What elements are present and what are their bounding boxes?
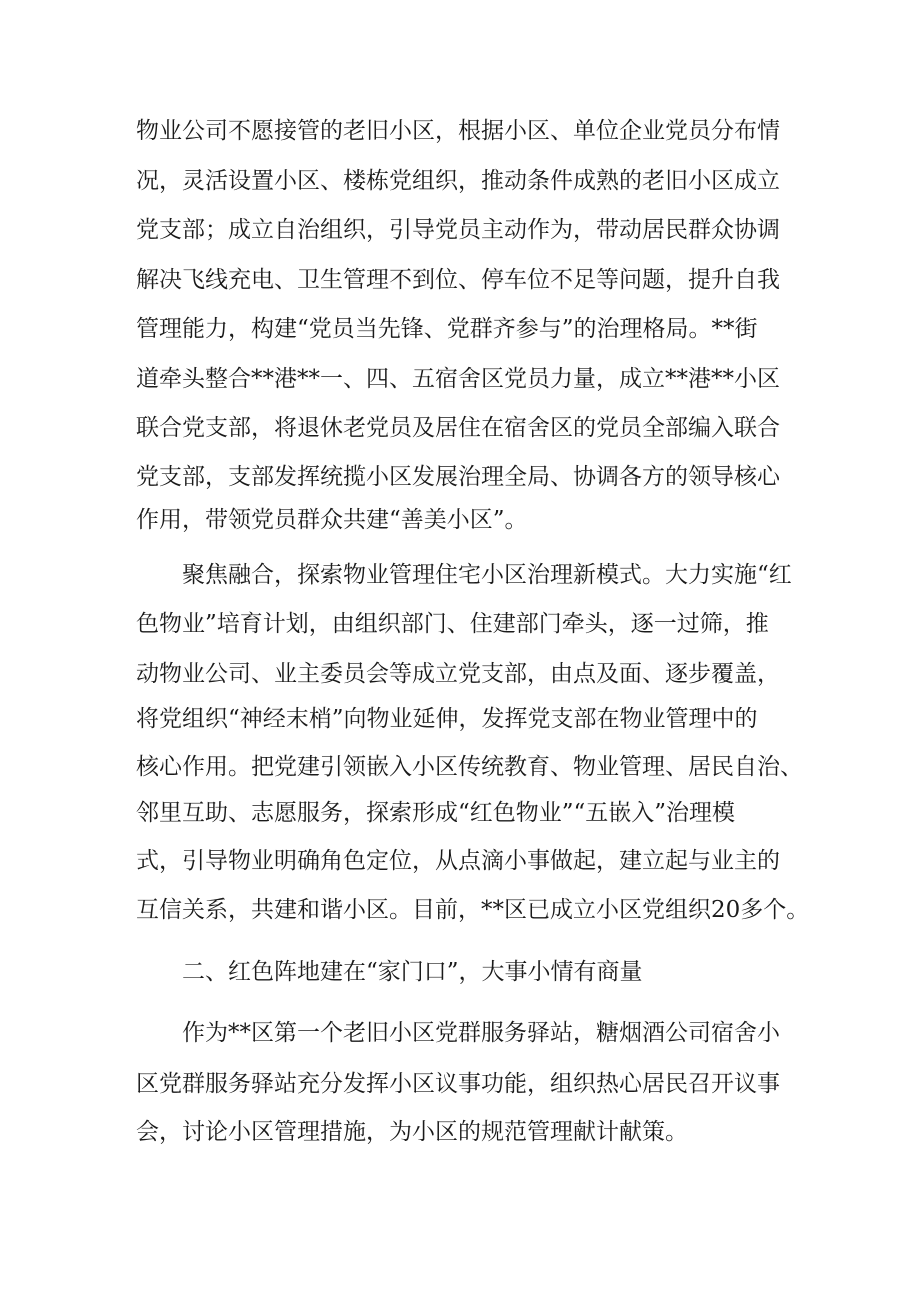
- paragraph-2-line-4: 将党组织“神经末梢”向物业延伸，发挥党支部在物业管理中的: [136, 706, 758, 732]
- paragraph-1-line-4: 解决飞线充电、卫生管理不到位、停车位不足等问题，提升自我: [136, 267, 780, 293]
- section-heading: 二、红色阵地建在“家门口”，大事小情有商量: [182, 959, 643, 985]
- paragraph-1-line-1: 物业公司不愿接管的老旧小区，根据小区、单位企业党员分布情: [136, 118, 780, 144]
- paragraph-1-line-6: 道牵头整合**港**一、四、五宿舍区党员力量，成立**港**小区: [136, 366, 780, 392]
- paragraph-3-line-1: 作为**区第一个老旧小区党群服务驿站，糖烟酒公司宿舍小: [182, 1020, 780, 1046]
- paragraph-1-line-8: 党支部，支部发挥统揽小区发展治理全局、协调各方的领导核心: [136, 464, 780, 490]
- paragraph-2-line-3: 动物业公司、业主委员会等成立党支部，由点及面、逐步覆盖，: [136, 661, 780, 687]
- paragraph-2-line-7: 式，引导物业明确角色定位，从点滴小事做起，建立起与业主的: [136, 848, 780, 874]
- paragraph-2-line-1: 聚焦融合，探索物业管理住宅小区治理新模式。大力实施“红: [182, 562, 792, 588]
- paragraph-2-line-6: 邻里互助、志愿服务，探索形成“红色物业”“五嵌入”治理模: [136, 800, 736, 826]
- paragraph-3-line-2: 区党群服务驿站充分发挥小区议事功能，组织热心居民召开议事: [136, 1071, 780, 1097]
- paragraph-2-line-5: 核心作用。把党建引领嵌入小区传统教育、物业管理、居民自治、: [136, 754, 803, 780]
- paragraph-1-line-9: 作用，带领党员群众共建“善美小区”。: [136, 507, 528, 533]
- paragraph-3-line-3: 会，讨论小区管理措施，为小区的规范管理献计献策。: [136, 1119, 688, 1145]
- paragraph-2-line-8: 互信关系，共建和谐小区。目前，**区已成立小区党组织20多个。: [136, 897, 810, 923]
- paragraph-1-line-7: 联合党支部，将退休老党员及居住在宿舍区的党员全部编入联合: [136, 415, 780, 441]
- paragraph-1-line-2: 况，灵活设置小区、楼栋党组织，推动条件成熟的老旧小区成立: [136, 168, 780, 194]
- paragraph-2-line-2: 色物业”培育计划，由组织部门、住建部门牵头，逐一过筛，推: [136, 611, 769, 637]
- paragraph-1-line-3: 党支部；成立自治组织，引导党员主动作为，带动居民群众协调: [136, 217, 780, 243]
- paragraph-1-line-5: 管理能力，构建“党员当先锋、党群齐参与”的治理格局。**街: [136, 316, 758, 342]
